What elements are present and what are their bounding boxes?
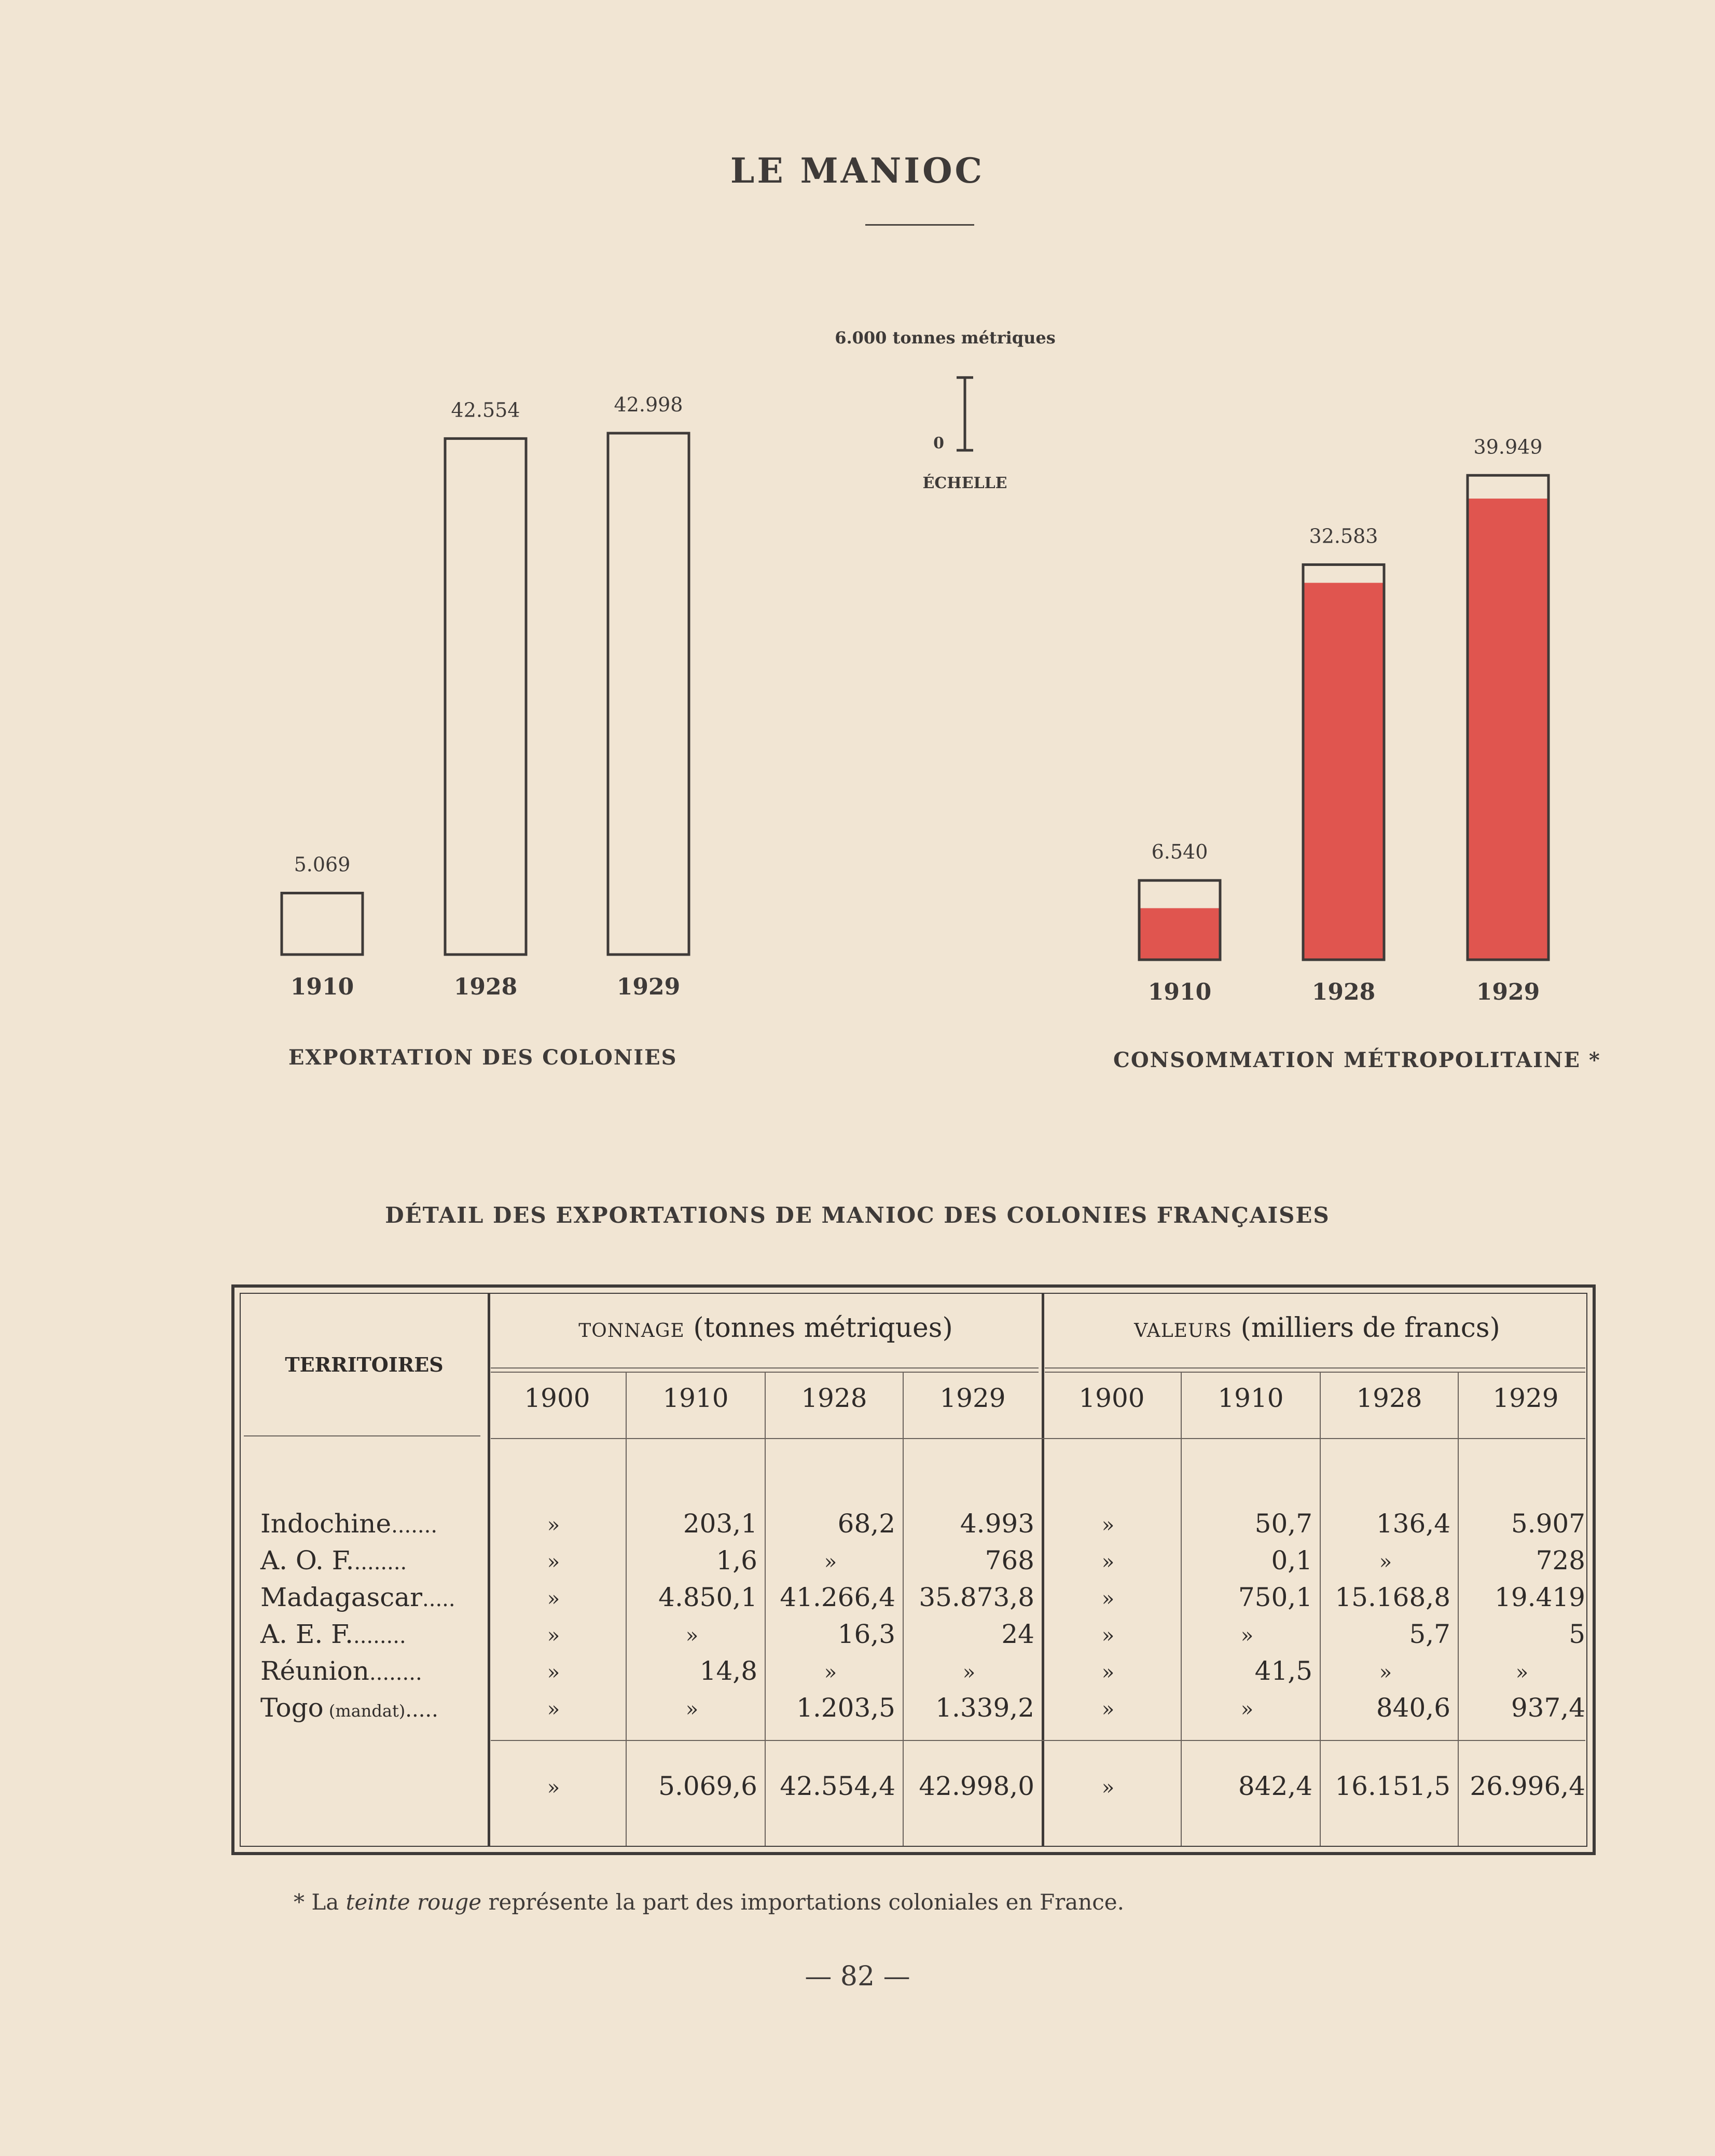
year-header-1900: 1900 — [1078, 1383, 1145, 1413]
territories-header: TERRITOIRES — [285, 1353, 444, 1376]
table-cell: » — [1240, 1697, 1254, 1721]
table-cell: » — [1101, 1661, 1115, 1684]
header-double-rule — [1045, 1367, 1585, 1373]
territory-label: Réunion — [260, 1656, 369, 1686]
table-cell: 14,8 — [699, 1656, 757, 1686]
table-cell: » — [547, 1513, 560, 1537]
table-cell: » — [1101, 1697, 1115, 1721]
leader-dots: ........ — [369, 1661, 422, 1685]
footnote-text: représente la part des importations coloniales en France. — [488, 1889, 1124, 1915]
table-cell: 750,1 — [1238, 1582, 1312, 1612]
export-bar-1928 — [445, 438, 526, 955]
table-cell: » — [1379, 1661, 1392, 1684]
export-table — [231, 1284, 1596, 1855]
header-double-rule — [491, 1367, 1039, 1373]
consommation-value-label: 32.583 — [1309, 524, 1378, 548]
export-value-label: 42.998 — [614, 393, 683, 416]
table-cell: » — [1101, 1624, 1115, 1648]
footnote-italic: teinte rouge — [345, 1889, 482, 1915]
consommation-value-label: 39.949 — [1473, 435, 1543, 459]
total-cell: 16.151,5 — [1335, 1771, 1450, 1801]
table-cell: » — [547, 1624, 560, 1648]
table-cell: 41.266,4 — [780, 1582, 895, 1612]
table-cell: 16,3 — [837, 1619, 895, 1649]
valeurs-header — [1044, 1312, 1590, 1344]
export-bar-1910 — [282, 893, 363, 955]
territory-label: Togo — [260, 1693, 324, 1723]
leader-dots: ..... — [405, 1698, 438, 1722]
header-rule — [491, 1438, 1585, 1439]
footnote — [294, 1889, 1124, 1915]
table-cell: 50,7 — [1254, 1509, 1312, 1539]
export-year-label: 1928 — [453, 974, 518, 1000]
total-cell: 42.998,0 — [919, 1771, 1034, 1801]
consommation-year-label: 1928 — [1311, 979, 1376, 1005]
total-cell: » — [1101, 1776, 1115, 1800]
right-chart-caption: CONSOMMATION MÉTROPOLITAINE * — [1113, 1048, 1601, 1072]
table-cell: 1.203,5 — [796, 1693, 895, 1723]
territory-name — [260, 1547, 407, 1573]
table-cell: » — [685, 1697, 699, 1721]
year-header-1928: 1928 — [1356, 1383, 1422, 1413]
consommation-year-label: 1929 — [1476, 979, 1540, 1005]
table-cell: 68,2 — [837, 1509, 895, 1539]
scale-zero-label: 0 — [933, 434, 944, 452]
year-header-1900: 1900 — [524, 1383, 590, 1413]
table-cell: » — [547, 1661, 560, 1684]
territory-label: A. E. F. — [260, 1619, 353, 1649]
table-cell: 136,4 — [1376, 1509, 1450, 1539]
leader-dots: ..... — [422, 1587, 455, 1611]
territory-name — [260, 1658, 422, 1684]
leader-dots: ....... — [391, 1514, 438, 1538]
table-cell: » — [1379, 1550, 1392, 1574]
table-cell: » — [685, 1624, 699, 1648]
table-cell: 768 — [985, 1545, 1034, 1575]
territory-label: Indochine — [260, 1509, 392, 1539]
export-year-label: 1910 — [290, 974, 354, 1000]
leader-dots: ........ — [354, 1551, 407, 1574]
table-cell: » — [547, 1587, 560, 1611]
table-cell: » — [1101, 1587, 1115, 1611]
table-cell: 15.168,8 — [1335, 1582, 1450, 1612]
table-cell: » — [1515, 1661, 1529, 1684]
total-cell: 42.554,4 — [780, 1771, 895, 1801]
table-title: DÉTAIL DES EXPORTATIONS DE MANIOC DES COLONIES FRANÇAISES — [385, 1203, 1330, 1228]
undefined-bar-fill — [1303, 583, 1384, 960]
year-header-1910: 1910 — [1218, 1383, 1284, 1413]
year-header-1929: 1929 — [939, 1383, 1006, 1413]
year-header-1910: 1910 — [662, 1383, 729, 1413]
table-cell: 937,4 — [1511, 1693, 1585, 1723]
table-cell: 4.850,1 — [658, 1582, 757, 1612]
territory-label: Madagascar — [260, 1582, 423, 1612]
tonnage-header-label: TONNAGE — [578, 1320, 685, 1342]
consommation-year-label: 1910 — [1147, 979, 1212, 1005]
total-cell: 5.069,6 — [658, 1771, 757, 1801]
export-value-label: 42.554 — [451, 398, 520, 422]
table-cell: 5 — [1569, 1619, 1585, 1649]
total-cell: 26.996,4 — [1470, 1771, 1585, 1801]
territory-label: A. O. F. — [260, 1545, 354, 1575]
export-value-label: 5.069 — [294, 853, 351, 876]
table-cell: » — [1101, 1550, 1115, 1574]
tonnage-header-unit: (tonnes métriques) — [693, 1312, 953, 1344]
total-cell: » — [547, 1776, 560, 1800]
undefined-bar-fill — [1139, 908, 1220, 960]
table-cell: 19.419 — [1495, 1582, 1585, 1612]
table-cell: 840,6 — [1376, 1693, 1450, 1723]
table-cell: 203,1 — [683, 1509, 757, 1539]
left-chart-caption: EXPORTATION DES COLONIES — [288, 1045, 677, 1070]
table-cell: » — [547, 1550, 560, 1574]
leader-dots: ........ — [353, 1624, 406, 1648]
undefined-bar-fill — [1468, 499, 1548, 960]
consommation-value-label: 6.540 — [1151, 840, 1208, 864]
table-cell: 1,6 — [716, 1545, 757, 1575]
export-table-frame — [240, 1293, 1587, 1847]
territory-name — [260, 1695, 438, 1721]
export-year-label: 1929 — [616, 974, 681, 1000]
table-cell: 24 — [1001, 1619, 1034, 1649]
export-bar-1929 — [608, 433, 689, 955]
page-number: — 82 — — [805, 1961, 910, 1992]
valeurs-header-unit: (milliers de francs) — [1240, 1312, 1500, 1344]
scale-top-label: 6.000 tonnes métriques — [835, 328, 1056, 348]
table-cell: 5,7 — [1409, 1619, 1450, 1649]
table-cell: 5.907 — [1511, 1509, 1585, 1539]
territory-suffix: (mandat) — [323, 1701, 406, 1721]
table-cell: 41,5 — [1254, 1656, 1312, 1686]
table-cell: » — [824, 1661, 837, 1684]
table-cell: 35.873,8 — [919, 1582, 1034, 1612]
year-header-1928: 1928 — [801, 1383, 867, 1413]
table-cell: 1.339,2 — [935, 1693, 1034, 1723]
table-cell: » — [962, 1661, 976, 1684]
valeurs-header-label: VALEURS — [1134, 1320, 1233, 1342]
year-header-1929: 1929 — [1492, 1383, 1559, 1413]
page-title: LE MANIOC — [730, 150, 985, 191]
tonnage-header — [490, 1312, 1042, 1344]
table-cell: » — [1101, 1513, 1115, 1537]
territory-name — [260, 1621, 406, 1647]
territory-name — [260, 1584, 455, 1610]
table-cell: » — [547, 1697, 560, 1721]
table-cell: » — [1240, 1624, 1254, 1648]
table-cell: 728 — [1536, 1545, 1585, 1575]
footnote-star: * La — [294, 1889, 339, 1915]
total-cell: 842,4 — [1238, 1771, 1312, 1801]
table-cell: 4.993 — [960, 1509, 1034, 1539]
total-rule — [491, 1740, 1585, 1741]
table-cell: 0,1 — [1271, 1545, 1312, 1575]
header-rule — [244, 1435, 480, 1436]
territory-name — [260, 1511, 437, 1537]
table-cell: » — [824, 1550, 837, 1574]
scale-caption: ÉCHELLE — [922, 474, 1007, 492]
